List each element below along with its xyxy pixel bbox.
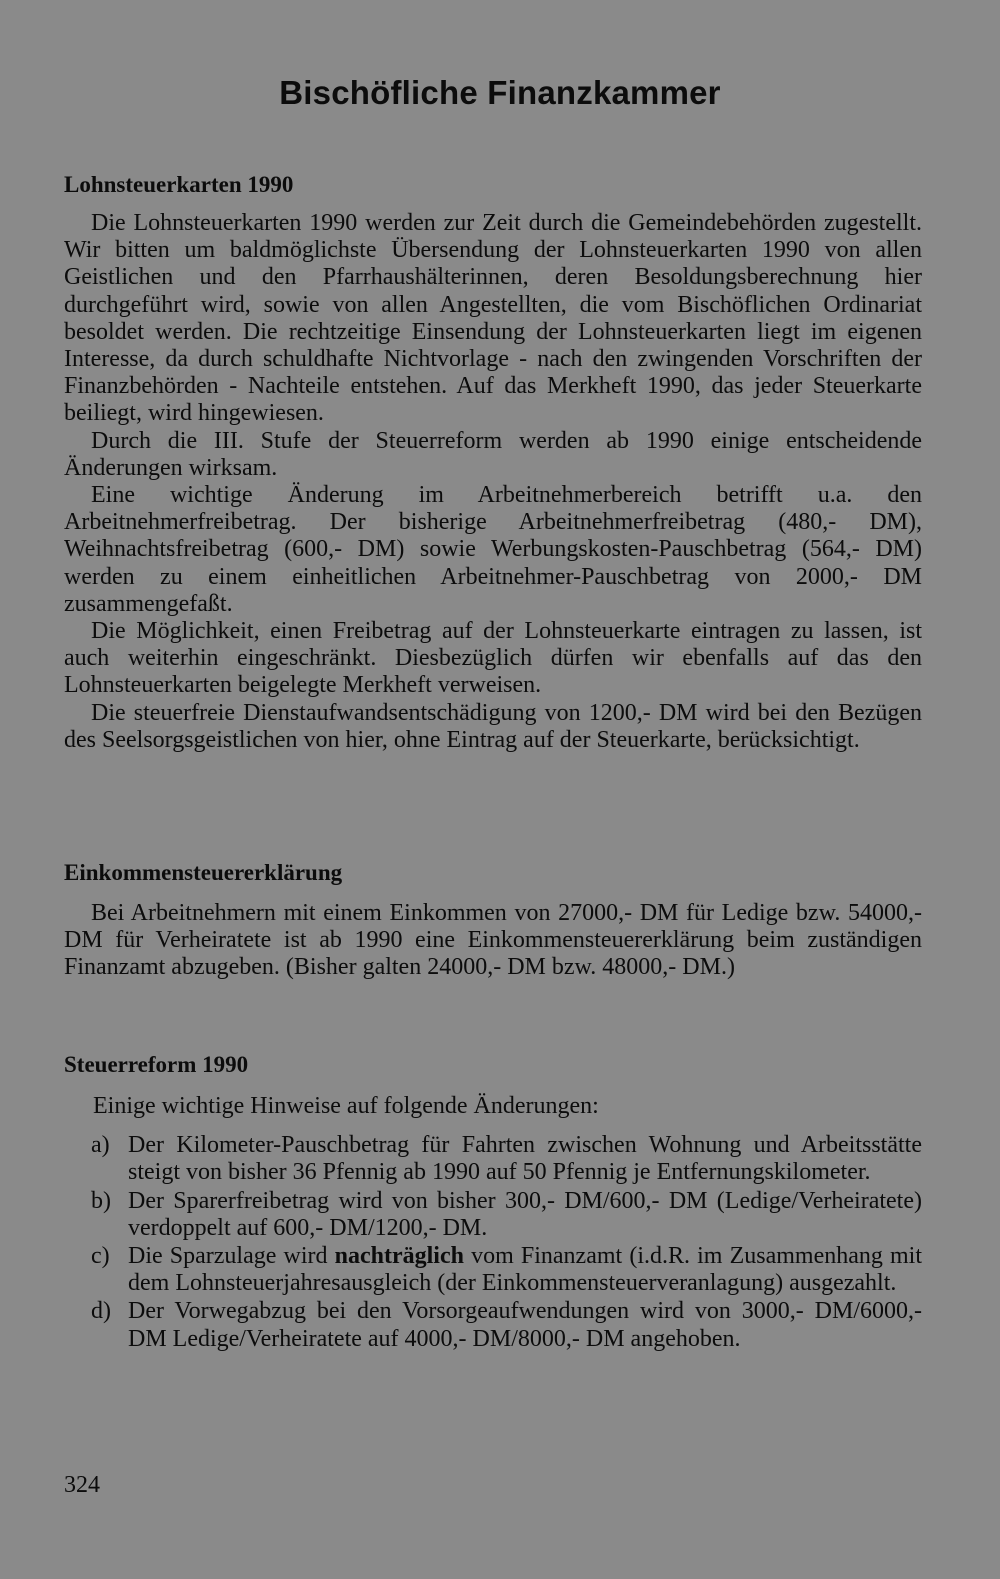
paragraph: Bei Arbeitnehmern mit einem Einkommen von 27000,- DM für Ledige bzw. 54000,- DM für Verheiratete ist ab 1990 eine Einkommensteuererklärung beim zuständigen Finanzamt abzugeben. (Bisher galten 24000,- DM bzw. 48000,- DM.) (64, 900, 922, 981)
list-item-letter: a) (91, 1132, 110, 1159)
list-intro: Einige wichtige Hinweise auf folgende Änderungen: (93, 1093, 599, 1119)
list-item-letter: c) (91, 1243, 110, 1270)
page-number: 324 (64, 1472, 100, 1498)
list-item-a (64, 1132, 922, 1186)
paragraph: Die Lohnsteuerkarten 1990 werden zur Zeit durch die Gemeindebehörden zugestellt. Wir bitten um baldmöglichste Übersendung der Lohnsteuerkarten 1990 von allen Geistlichen und den Pfarrhaushälterinnen, deren Besoldungsberechnung hier durchgeführt wird, sowie von allen Angestellten, die vom Bischöflichen Ordinariat besoldet werden. Die rechtzeitige Einsendung der Lohnsteuerkarten liegt im eigenen Interesse, da durch schuldhafte Nichtvorlage - nach den zwingenden Vorschriften der Finanzbehörden - Nachteile entstehen. Auf das Merkheft 1990, das jeder Steuerkarte beiliegt, wird hingewiesen. (64, 210, 922, 427)
list-item-letter: b) (91, 1187, 111, 1214)
emphasis-text: nachträglich (334, 1243, 464, 1270)
list-item-letter: d) (91, 1298, 111, 1325)
list-item-text (128, 1243, 922, 1297)
list-item-text: Der Kilometer-Pauschbetrag für Fahrten zwischen Wohnung und Arbeitsstätte steigt von bisher 36 Pfennig ab 1990 auf 50 Pfennig je Entfernungskilometer. (128, 1132, 922, 1186)
section-body-einkommensteuererklaerung (64, 900, 922, 982)
paragraph: Durch die III. Stufe der Steuerreform werden ab 1990 einige entscheidende Änderungen wirksam. (64, 427, 922, 481)
list-item-text: Der Vorwegabzug bei den Vorsorgeaufwendungen wird von 3000,- DM/6000,- DM Ledige/Verheiratete auf 4000,- DM/8000,- DM angehoben. (128, 1298, 922, 1352)
list-item-text: Der Sparerfreibetrag wird von bisher 300,- DM/600,- DM (Ledige/Verheiratete) verdoppelt auf 600,- DM/1200,- DM. (128, 1187, 922, 1241)
list-item-d (64, 1298, 922, 1352)
list-item-text-part: vom Finanzamt (i.d.R. im Zusammenhang mit dem Lohnsteuerjahresausgleich (der Einkommensteuerveranlagung) ausgezahlt. (128, 1243, 922, 1297)
list-item-text-part: Die Sparzulage wird (128, 1243, 335, 1270)
list-item-b (64, 1188, 922, 1242)
paragraph: Eine wichtige Änderung im Arbeitnehmerbereich betrifft u.a. den Arbeitnehmerfreibetrag. Der bisherige Arbeitnehmerfreibetrag (480,- DM), Weihnachtsfreibetrag (600,- DM) sowie Werbungskosten-Pauschbetrag (564,- DM) werden zu einem einheitlichen Arbeitnehmer-Pauschbetrag von 2000,- DM zusammengefaßt. (64, 482, 922, 617)
page-title: Bischöfliche Finanzkammer (279, 74, 721, 111)
section-heading-lohnsteuerkarten: Lohnsteuerkarten 1990 (64, 172, 294, 197)
list-item-c (64, 1243, 922, 1297)
section-heading-steuerreform: Steuerreform 1990 (64, 1052, 249, 1077)
section-heading-einkommensteuererklaerung: Einkommensteuererklärung (64, 860, 343, 885)
paragraph: Die Möglichkeit, einen Freibetrag auf der Lohnsteuerkarte eintragen zu lassen, ist auch weiterhin eingeschränkt. Diesbezüglich dürfen wir ebenfalls auf das den Lohnsteuerkarten beigelegte Merkheft verweisen. (64, 618, 922, 699)
section-body-steuerreform (64, 1093, 922, 1354)
paragraph: Die steuerfreie Dienstaufwandsentschädigung von 1200,- DM wird bei den Bezügen des Seelsorgsgeistlichen von hier, ohne Eintrag auf der Steuerkarte, berücksichtigt. (64, 699, 922, 753)
section-body-lohnsteuerkarten (64, 210, 922, 754)
